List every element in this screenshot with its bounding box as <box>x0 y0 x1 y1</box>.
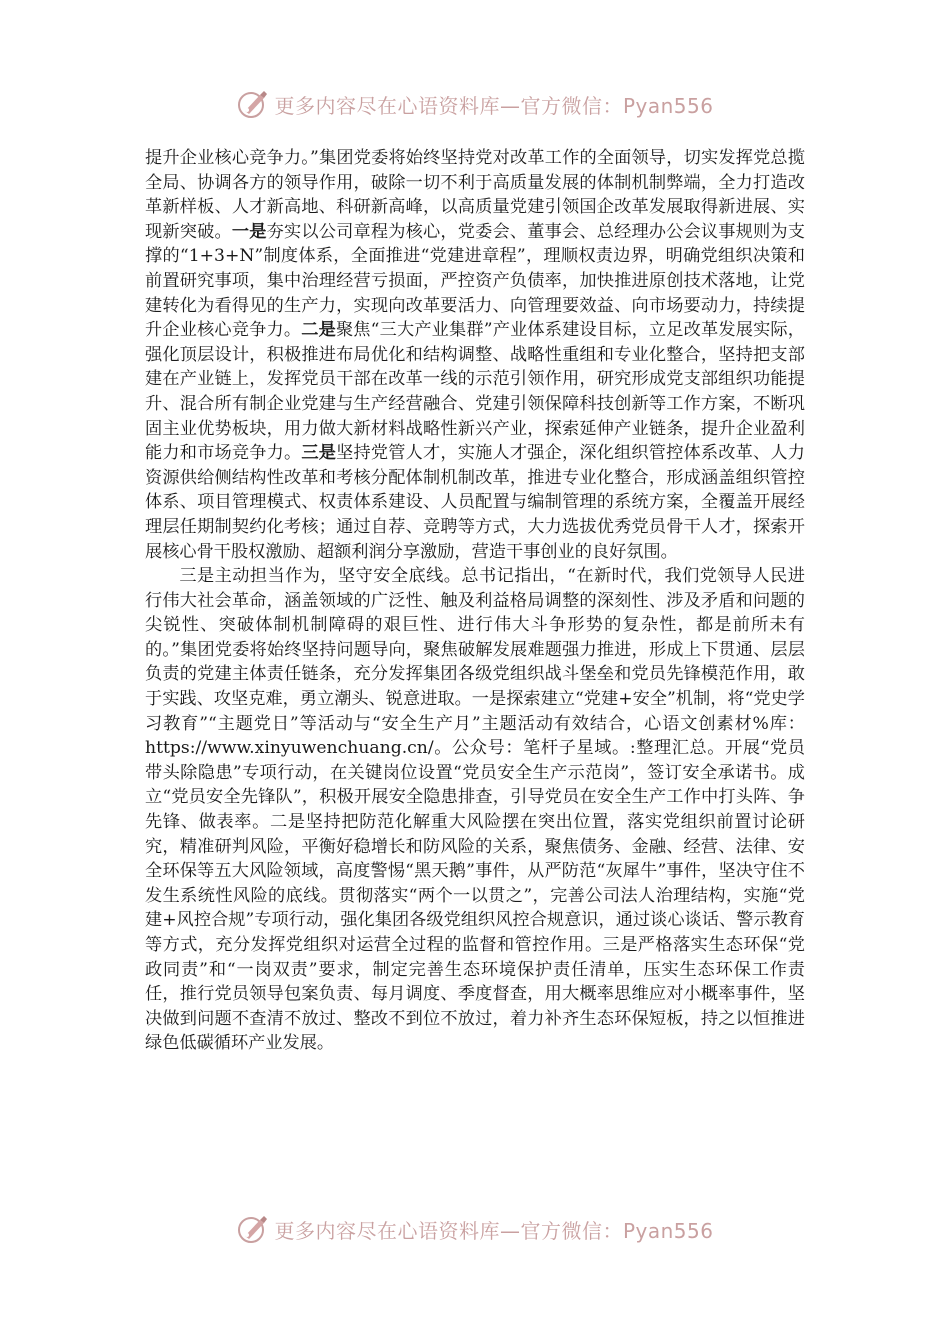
header-banner-text: 更多内容尽在心语资料库—官方微信：Pyan556 <box>274 93 714 118</box>
paragraph-2: 三是主动担当作为，坚守安全底线。总书记指出，“在新时代，我们党领导人民进行伟大社会革命，涵盖领域的广泛性、触及利益格局调整的深刻性、涉及矛盾和问题的尖锐性、突破体制机制障碍的艰巨性、进行伟大斗争形势的复杂性，都是前所未有的。”集团党委将始终坚持问题导向，聚焦破解发展难题强力推进，形成上下贯通、层层负责的党建主体责任链条，充分发挥集团各级党组织战斗堡垒和党员先锋模范作用，敢于实践、攻坚克难，勇立潮头、锐意进取。一是探索建立“党建+安全”机制，将“党史学习教育”“主题党日”等活动与“安全生产月”主题活动有效结合，心语文创素材%库：https://www.xinyuwenchuang.cn/。公众号：笔杆子星域。:整理汇总。开展“党员带头除隐患”专项行动，在关键岗位设置“党员安全生产示范岗”，签订安全承诺书。成立“党员安全先锋队”，积极开展安全隐患排查，引导党员在安全生产工作中打头阵、争先锋、做表率。二是坚持把防范化解重大风险摆在突出位置，落实党组织前置讨论研究，精准研判风险，平衡好稳增长和防风险的关系，聚焦债务、金融、经营、法律、安全环保等五大风险领域，高度警惕“黑天鹅”事件，从严防范“灰犀牛”事件，坚决守住不发生系统性风险的底线。贯彻落实“两个一以贯之”，完善公司法人治理结构，实施“党建+风控合规”专项行动，强化集团各级党组织风控合规意识，通过谈心谈话、警示教育等方式，充分发挥党组织对运营全过程的监督和管控作用。三是严格落实生态环保“党政同责”和“一岗双责”要求，制定完善生态环境保护责任清单，压实生态环保工作责任，推行党员领导包案负责、每月调度、季度督查，用大概率思维应对小概率事件，坚决做到问题不查清不放过、整改不到位不放过，着力补齐生态环保短板，持之以恒推进绿色低碳循环产业发展。 <box>145 566 805 1054</box>
header-banner <box>0 84 950 124</box>
document-body <box>145 146 805 1056</box>
paragraph-1 <box>145 146 805 564</box>
p1-segment-4: 坚持党管人才，实施人才强企，深化组织管控体系改革、人力资源供给侧结构性改革和考核分配体制机制改革，推进专业化整合，形成涵盖组织管控体系、项目管理模式、权责体系建设、人员配置与编制管理的系统方案，全覆盖开展经理层任期制契约化考核；通过自荐、竞聘等方式，大力选拔优秀党员骨干人才，探索开展核心骨干股权激励、超额利润分享激励，营造干事创业的良好氛围。 <box>145 443 805 562</box>
pen-logo-icon <box>236 87 270 121</box>
p1-segment-3: 聚焦“三大产业集群”产业体系建设目标，立足改革发展实际，强化顶层设计，积极推进布局优化和结构调整、战略性重组和专业化整合，坚持把支部建在产业链上，发挥党员干部在改革一线的示范引领作用，研究形成党支部组织功能提升、混合所有制企业党建与生产经营融合、党建引领保障科技创新等工作方案，不断巩固主业优势板块，用力做大新材料战略性新兴产业，探索延伸产业链条，提升企业盈利能力和市场竞争力。 <box>145 320 805 464</box>
footer-banner-text: 更多内容尽在心语资料库—官方微信：Pyan556 <box>274 1218 714 1243</box>
p1-bold-3: 三是 <box>301 443 337 464</box>
pen-logo-icon <box>236 1212 270 1246</box>
p1-segment-2: 夯实以公司章程为核心，党委会、董事会、总经理办公会议事规则为支撑的“1+3+N”制度体系，全面推进“党建进章程”，理顺权责边界，明确党组织决策和前置研究事项，集中治理经营亏损面，严控资产负债率，加快推进原创技术落地，让党建转化为看得见的生产力，实现向改革要活力、向管理要效益、向市场要动力，持续提升企业核心竞争力。 <box>145 221 805 341</box>
footer-banner <box>0 1209 950 1249</box>
p1-bold-1: 一是 <box>231 221 267 242</box>
p1-segment-1: 提升企业核心竞争力。”集团党委将始终坚持党对改革工作的全面领导，切实发挥党总揽全局、协调各方的领导作用，破除一切不利于高质量发展的体制机制弊端，全力打造改革新样板、人才新高地、科研新高峰，以高质量党建引领国企改革发展取得新进展、实现新突破。 <box>145 148 805 242</box>
p1-bold-2: 二是 <box>301 320 336 341</box>
